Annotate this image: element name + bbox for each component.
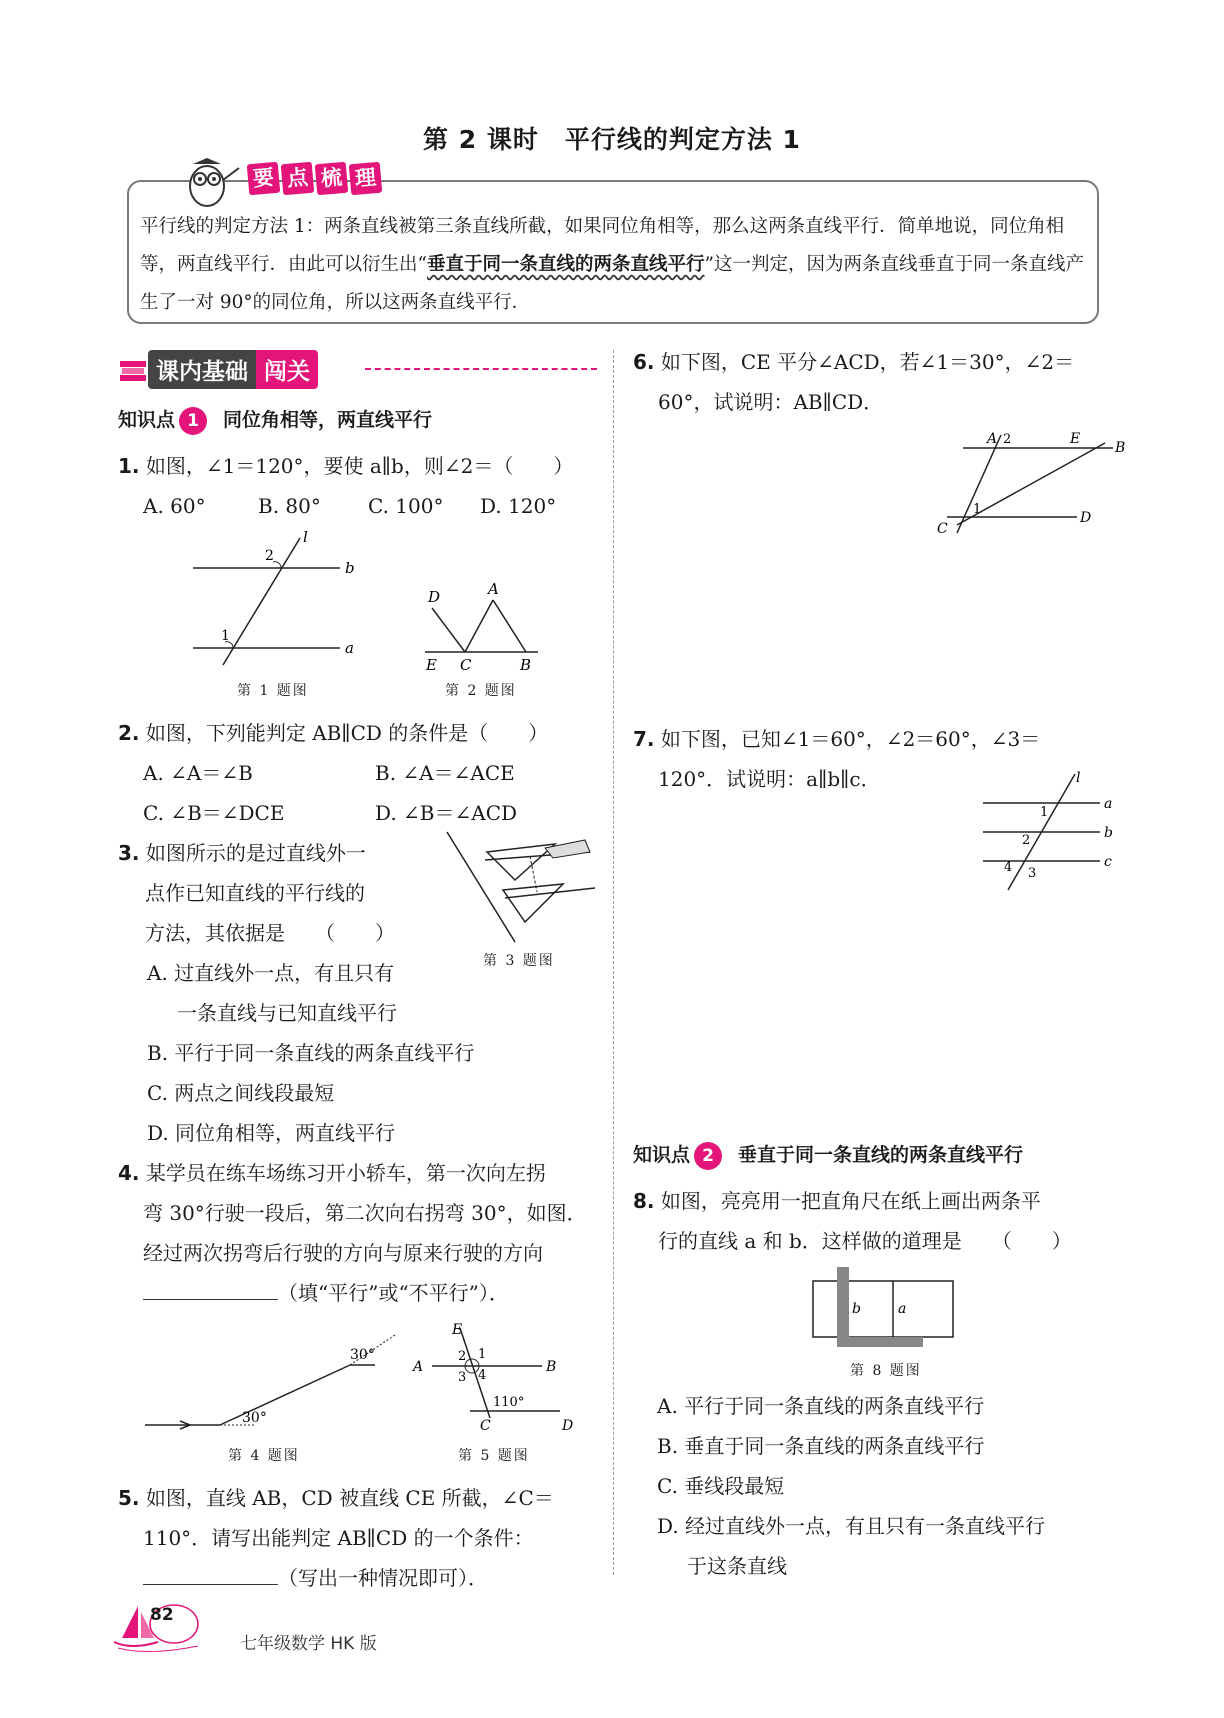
fig-label: 4: [478, 1368, 487, 1383]
question-number: 5.: [118, 1486, 140, 1510]
question-number: 7.: [633, 727, 655, 751]
option: C. ∠B＝∠DCE: [143, 801, 285, 825]
page-number: 82: [150, 1605, 174, 1625]
option: C. 两点之间线段最短: [147, 1081, 335, 1105]
option: A. ∠A＝∠B: [143, 761, 253, 785]
question-stem: 方法，其依据是 （ ）: [145, 921, 395, 945]
fig-label: E: [452, 1322, 463, 1338]
question-stem: 行的直线 a 和 b．这样做的道理是 （ ）: [658, 1229, 1072, 1253]
badge-char: 要: [247, 162, 281, 196]
fig-label: 110°: [493, 1395, 525, 1410]
question-3: [118, 833, 448, 953]
fig-label: 2: [1003, 432, 1012, 447]
section-title-pink: 闯关: [256, 350, 318, 389]
key-text-after: ”这一判定，因为两条直线垂直于同一条直线产生了一对 90°的同位角，所以这两条直线平行．: [140, 254, 1084, 313]
fig-label: 1: [1040, 805, 1049, 820]
fig-label: C: [937, 521, 948, 537]
question-4: [118, 1153, 613, 1313]
fig-label: B: [546, 1359, 557, 1375]
book-name: 七年级数学 HK 版: [240, 1634, 377, 1654]
key-points-badge: [248, 163, 384, 197]
question-stem: 某学员在练车场练习开小轿车，第一次向左拐: [145, 1161, 546, 1185]
fig-label: 3: [458, 1370, 467, 1385]
badge-char: 梳: [315, 162, 349, 196]
fig-label: b: [1104, 825, 1113, 841]
fig-label: 4: [1004, 860, 1013, 875]
question-stem: 如图，∠1＝120°，要使 a∥b，则∠2＝（ ）: [145, 454, 574, 478]
answer-blank[interactable]: [143, 1584, 278, 1585]
section-header: [118, 350, 318, 388]
kp-label: 知识点: [118, 409, 176, 431]
question-number: 1.: [118, 454, 140, 478]
fig-label: l: [303, 530, 308, 546]
key-text-before: 平行线的判定方法 1：两条直线被第三条直线所截，如果同位角相等，那么这两条直线平行．简单地说，同位角相等，两直线平行．由此可以衍生出“: [140, 216, 1065, 275]
page-title: 第 2 课时 平行线的判定方法 1: [423, 125, 801, 154]
fig-label: 1: [221, 628, 230, 644]
option: 一条直线与已知直线平行: [177, 1001, 397, 1025]
option: D. ∠B＝∠ACD: [375, 801, 518, 825]
option: 于这条直线: [687, 1554, 787, 1578]
fig-label: 30°: [242, 1410, 267, 1426]
option: D. 经过直线外一点，有且只有一条直线平行: [657, 1514, 1046, 1538]
section-title-dark: 课内基础: [148, 350, 256, 389]
option: B. 80°: [258, 494, 321, 518]
question-stem: 如图，直线 AB，CD 被直线 CE 所截，∠C＝: [145, 1486, 554, 1510]
figure-caption: 第 3 题图: [483, 953, 555, 969]
figure-caption: 第 5 题图: [458, 1448, 530, 1464]
question-1: [118, 446, 608, 486]
fig-label: A: [987, 431, 998, 447]
option: C. 100°: [368, 494, 444, 518]
figure-caption: 第 8 题图: [850, 1363, 922, 1379]
badge-char: 理: [349, 162, 383, 196]
question-stem: 如下图，已知∠1＝60°，∠2＝60°，∠3＝: [660, 727, 1041, 751]
fig-label: E: [426, 656, 437, 674]
figure-q8: [810, 1265, 960, 1350]
fig-label: B: [1115, 440, 1126, 456]
question-stem: 如图所示的是过直线外一: [145, 841, 366, 865]
fig-label: B: [520, 656, 532, 674]
question-stem: 110°．请写出能判定 AB∥CD 的一个条件：: [143, 1526, 534, 1550]
question-2: [118, 713, 608, 753]
section-dash-divider: [365, 368, 597, 370]
fig-label: a: [1104, 796, 1113, 812]
question-5: [118, 1478, 613, 1598]
fig-label: 1: [478, 1347, 487, 1362]
question-stem: 弯 30°行驶一段后，第二次向右拐弯 30°，如图．: [143, 1201, 587, 1225]
figure-q6: [935, 425, 1130, 540]
question-stem: 120°．试说明：a∥b∥c．: [658, 767, 881, 791]
fig-label: D: [562, 1418, 574, 1434]
figure-q2: [420, 580, 550, 675]
fig-label: 3: [1028, 866, 1037, 881]
figure-caption: 第 4 题图: [228, 1448, 300, 1464]
key-text-emphasis: 垂直于同一条直线的两条直线平行: [426, 254, 705, 275]
question-8: [633, 1181, 1118, 1261]
question-stem: 60°，试说明：AB∥CD．: [658, 390, 884, 414]
fig-label: 2: [1022, 833, 1031, 848]
knowledge-point-1: [118, 405, 432, 435]
question-stem: 如图，下列能判定 AB∥CD 的条件是（ ）: [145, 721, 549, 745]
question-stem: 点作已知直线的平行线的: [145, 881, 365, 905]
q2-options: [143, 753, 613, 833]
owl-teacher-icon: [175, 150, 245, 210]
question-number: 8.: [633, 1189, 655, 1213]
figure-q4: [140, 1330, 400, 1440]
fig-label: D: [428, 588, 441, 606]
option: D. 同位角相等，两直线平行: [147, 1121, 396, 1145]
fig-label: c: [1104, 854, 1112, 870]
option: C. 垂线段最短: [657, 1474, 785, 1498]
fig-label: A: [488, 580, 499, 598]
q8-options: [657, 1386, 1117, 1586]
kp-label: 知识点: [633, 1144, 691, 1166]
kp-number-badge: 1: [179, 407, 207, 435]
books-icon: [118, 355, 148, 385]
fig-label: C: [460, 656, 472, 674]
kp-title: 同位角相等，两直线平行: [223, 409, 433, 431]
option: B. 平行于同一条直线的两条直线平行: [147, 1041, 475, 1065]
option: A. 过直线外一点，有且只有: [147, 961, 395, 985]
figure-q5: [410, 1318, 585, 1438]
fig-label: E: [1070, 431, 1081, 447]
fig-label: 2: [265, 548, 274, 564]
fig-label: b: [852, 1301, 861, 1317]
fig-label: a: [345, 639, 354, 657]
question-tail: （填“平行”或“不平行”）．: [278, 1281, 509, 1305]
fig-label: 1: [973, 502, 982, 517]
fig-label: C: [480, 1418, 491, 1434]
option: A. 60°: [143, 494, 206, 518]
figure-q1: [185, 530, 365, 670]
q3-options: [147, 953, 617, 1153]
figure-caption: 第 1 题图: [237, 683, 309, 699]
option: B. 垂直于同一条直线的两条直线平行: [657, 1434, 985, 1458]
kp-number-badge: 2: [694, 1142, 722, 1170]
badge-char: 点: [281, 162, 315, 196]
question-number: 3.: [118, 841, 140, 865]
question-tail: （写出一种情况即可）．: [278, 1566, 488, 1590]
answer-blank[interactable]: [143, 1299, 278, 1300]
option: B. ∠A＝∠ACE: [375, 761, 515, 785]
kp-title: 垂直于同一条直线的两条直线平行: [738, 1144, 1024, 1166]
fig-label: 2: [458, 1349, 467, 1364]
question-stem: 如图，亮亮用一把直角尺在纸上画出两条平: [660, 1189, 1041, 1213]
question-number: 4.: [118, 1161, 140, 1185]
figure-q3: [445, 830, 595, 945]
figure-caption: 第 2 题图: [445, 683, 517, 699]
knowledge-point-2: [633, 1140, 1023, 1170]
figure-q7: [980, 770, 1120, 895]
fig-label: a: [898, 1301, 907, 1317]
question-stem: 经过两次拐弯后行驶的方向与原来行驶的方向: [143, 1241, 543, 1265]
question-stem: 如下图，CE 平分∠ACD，若∠1＝30°，∠2＝: [660, 350, 1075, 374]
fig-label: 30°: [350, 1347, 375, 1363]
option: D. 120°: [480, 494, 557, 518]
q1-options: [143, 486, 603, 526]
fig-label: D: [1080, 510, 1092, 526]
option: A. 平行于同一条直线的两条直线平行: [657, 1394, 985, 1418]
question-number: 6.: [633, 350, 655, 374]
question-6: [633, 342, 1118, 422]
fig-label: l: [1076, 770, 1081, 786]
fig-label: b: [345, 559, 355, 577]
question-number: 2.: [118, 721, 140, 745]
key-points-text: [140, 208, 1085, 322]
fig-label: A: [413, 1359, 424, 1375]
